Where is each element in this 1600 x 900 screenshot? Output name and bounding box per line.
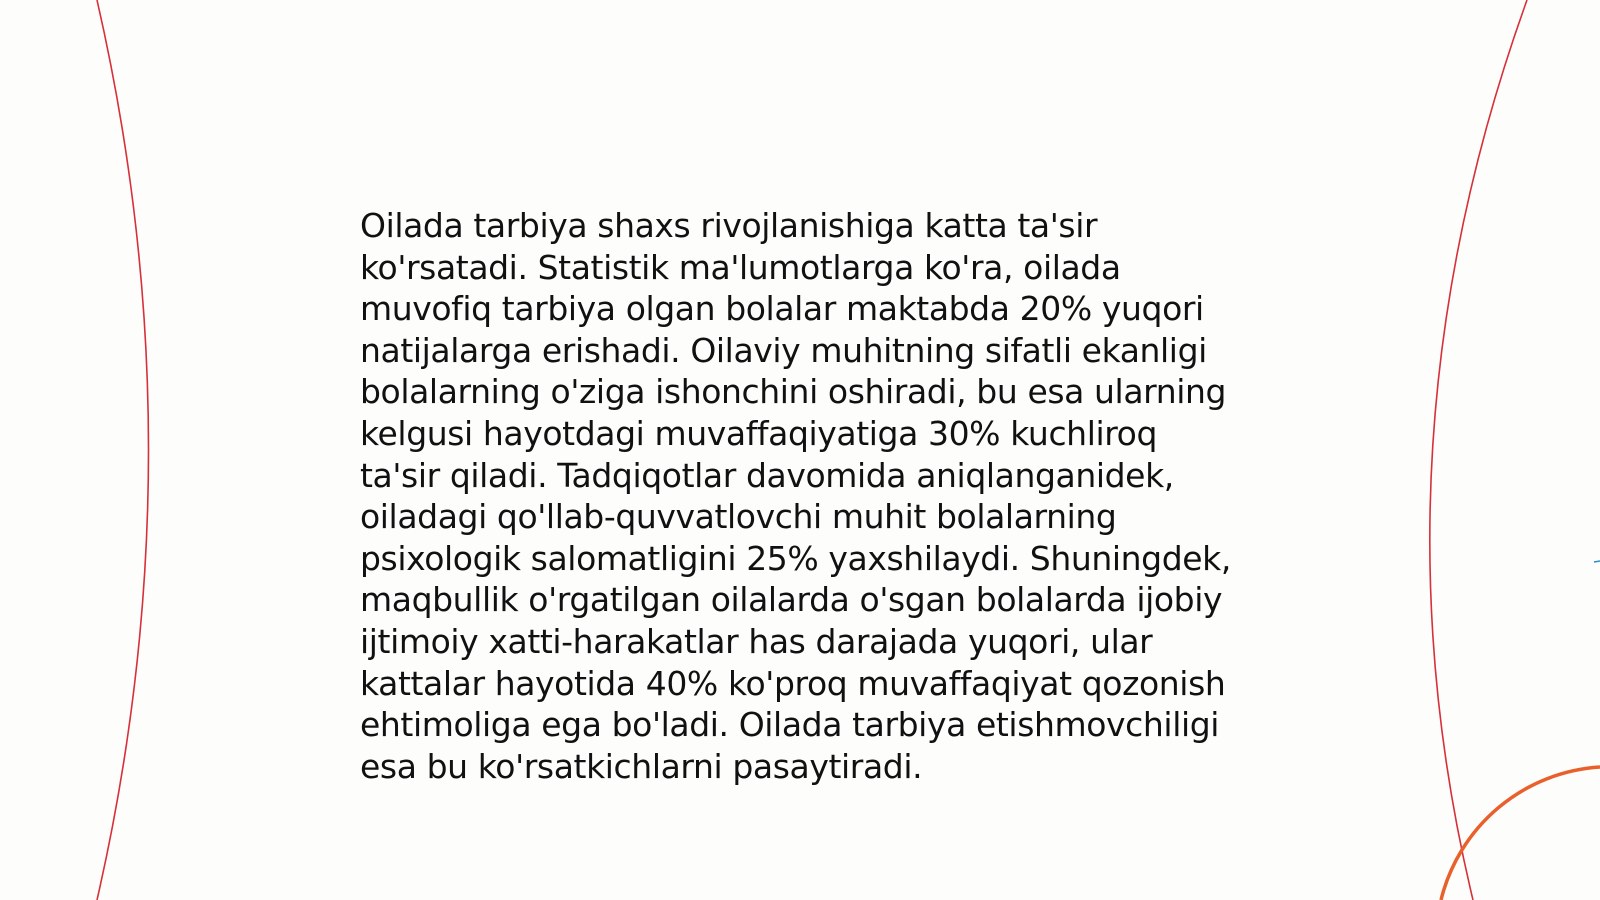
paragraph-line: kelgusi hayotdagi muvaffaqiyatiga 30% kuchliroq [360, 413, 1158, 453]
right-decorative-arc [1430, 0, 1527, 900]
paragraph-line: ehtimoliga ega bo'ladi. Oilada tarbiya etishmovchiligi [360, 705, 1220, 745]
paragraph-line: oiladagi qo'llab-quvvatlovchi muhit bolalarning [360, 497, 1117, 537]
paragraph-line: kattalar hayotida 40% ko'proq muvaffaqiyat qozonish [360, 663, 1226, 703]
body-paragraph [360, 205, 1260, 787]
edge-accent-mark [1594, 561, 1600, 562]
paragraph-line: ijtimoiy xatti-harakatlar has darajada yuqori, ular [360, 621, 1153, 661]
paragraph-line: esa bu ko'rsatkichlarni pasaytiradi. [360, 746, 923, 786]
paragraph-line: bolalarning o'ziga ishonchini oshiradi, bu esa ularning [360, 372, 1227, 412]
paragraph-line: Oilada tarbiya shaxs rivojlanishiga katta ta'sir [360, 206, 1098, 245]
paragraph-line: psixologik salomatligini 25% yaxshilaydi. Shuningdek, [360, 538, 1231, 578]
left-decorative-arc [97, 0, 149, 900]
paragraph-line: ko'rsatadi. Statistik ma'lumotlarga ko'ra, oilada [360, 247, 1121, 287]
paragraph-line: ta'sir qiladi. Tadqiqotlar davomida aniqlanganidek, [360, 455, 1174, 495]
paragraph-line: maqbullik o'rgatilgan oilalarda o'sgan bolalarda ijobiy [360, 580, 1223, 620]
paragraph-line: natijalarga erishadi. Oilaviy muhitning sifatli ekanligi [360, 330, 1207, 370]
corner-decorative-arc [1441, 767, 1600, 900]
paragraph-line: muvofiq tarbiya olgan bolalar maktabda 20% yuqori [360, 289, 1204, 329]
